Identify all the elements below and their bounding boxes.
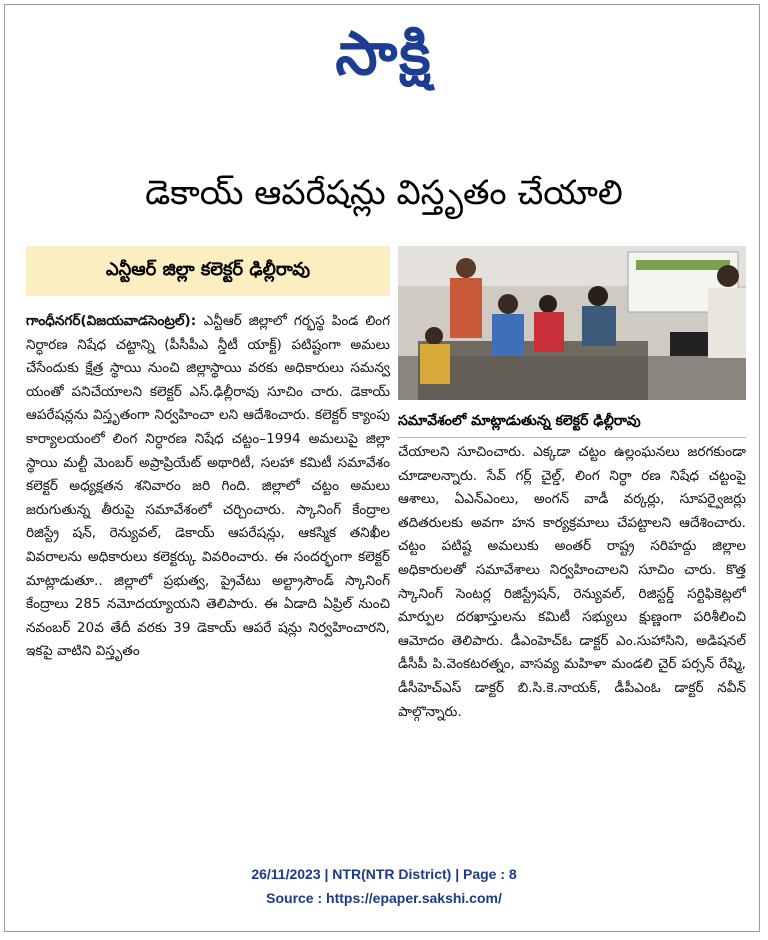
meeting-photo-illustration: [398, 246, 746, 400]
article-column-left: [26, 310, 390, 830]
article-body-right: చేయాలని సూచించారు. ఎక్కడా చట్టం ఉల్లంఘనలు జరగకుండా చూడాలన్నారు. సేవ్ గర్ల్ చైల్డ్, లింగ నిర్ధా రణ నిషేధ చట్టంపై ఆశాలు, ఏఎన్ఎంలు, అంగన్ వాడీ వర్కర్లు, సూపర్వైజర్లు తదితరులకు అవగా హన కార్యక్రమాలు చేపట్టాలని ఆదేశించారు. చట్టం పటిష్ట అమలుకు అంతర్ రాష్ట్ర సరిహద్దు జిల్లాల అధికారులతో సమావేశాలు నిర్వహించాలని సూచిం చారు. కొత్త స్కానింగ్ సెంటర్ల రిజిస్ట్రేషన్, రెన్యువల్, రిజిస్టర్డ్ సర్టిఫికెట్లలో మార్పుల దరఖాస్తులను కమిటీ సభ్యులు క్షుణ్ణంగా పరిశీలించి ఆమోదం తెలిపారు. డీఎంహెచ్ఓ డాక్టర్ ఎం.సుహాసిని, అడిషనల్ డీసీపీ పి.వెంకటరత్నం, వాసవ్య మహిళా మండలి చైర్ పర్సన్ రేష్మి, డీసీహెచ్ఎస్ డాక్టర్ బి.సి.కె.నాయక్, డీపీఎంఓ డాక్టర్ నవీన్ పాల్గొన్నారు.: [398, 444, 746, 720]
article-column-right: [398, 441, 746, 831]
article-photo: [398, 246, 746, 400]
newspaper-logo: సాక్షి: [335, 19, 433, 89]
photo-caption: సమావేశంలో మాట్లాడుతున్న కలెక్టర్ ఢిల్లీరావు: [398, 404, 746, 438]
article-subhead: ఎన్టీఆర్ జిల్లా కలెక్టర్ ఢిల్లీరావు: [26, 246, 390, 296]
footer-edition-info: 26/11/2023 | NTR(NTR District) | Page : 8: [251, 866, 517, 882]
article-headline: డెకాయ్ ఆపరేషన్లు విస్తృతం చేయాలి: [145, 173, 623, 213]
article-body-left: ఎన్టీఆర్ జిల్లాలో గర్భస్థ పిండ లింగ నిర్ధారణ నిషేధ చట్టాన్ని (పీసీపీఎ న్డీటీ యాక్ట్) పటిష్టంగా అమలు చేసేందుకు క్షేత్ర స్థాయి నుంచి జిల్లాస్థాయి వరకు అధికారులు సమన్వ యంతో పనిచేయాలని కలెక్టర్ ఎస్.ఢిల్లీరావు సూచిం చారు. డెకాయ్ ఆపరేషన్లను విస్తృతంగా నిర్వహించా లని ఆదేశించారు. కలెక్టర్ క్యాంపు కార్యాలయంలో లింగ నిర్ధారణ నిషేధ చట్టం–1994 అమలుపై జిల్లా స్థాయి మల్టీ మెంబర్ అప్రాప్రియేట్ అథారిటీ, సలహా కమిటీ సమావేశం కలెక్టర్ అధ్యక్షతన శనివారం జరి గింది. జిల్లాలో చట్టం అమలు జరుగుతున్న తీరుపై సమావేశంలో చర్చించారు. స్కానింగ్ కేంద్రాల రిజిస్ట్రే షన్, రెన్యువల్, డెకాయ్ ఆపరేషన్లు, ఆకస్మిక తనిఖీల వివరాలను అధికారులు కలెక్టర్కు వివరించారు. ఈ సందర్భంగా కలెక్టర్ మాట్లాడుతూ.. జిల్లాలో ప్రభుత్వ, ప్రైవేటు అల్ట్రాసౌండ్ స్కానింగ్ కేంద్రాలు 285 నమోదయ్యాయని తెలిపారు. ఈ ఏడాది ఏప్రిల్ నుంచి నవంబర్ 20వ తేదీ వరకు 39 డెకాయ్ ఆపరే షన్లు నిర్వహించారని, ఇకపై వాటిని విస్తృతం: [26, 313, 390, 660]
article-dateline: గాంధీనగర్(విజయవాడసెంట్రల్):: [26, 313, 204, 329]
footer-source: Source : https://epaper.sakshi.com/: [266, 890, 502, 906]
